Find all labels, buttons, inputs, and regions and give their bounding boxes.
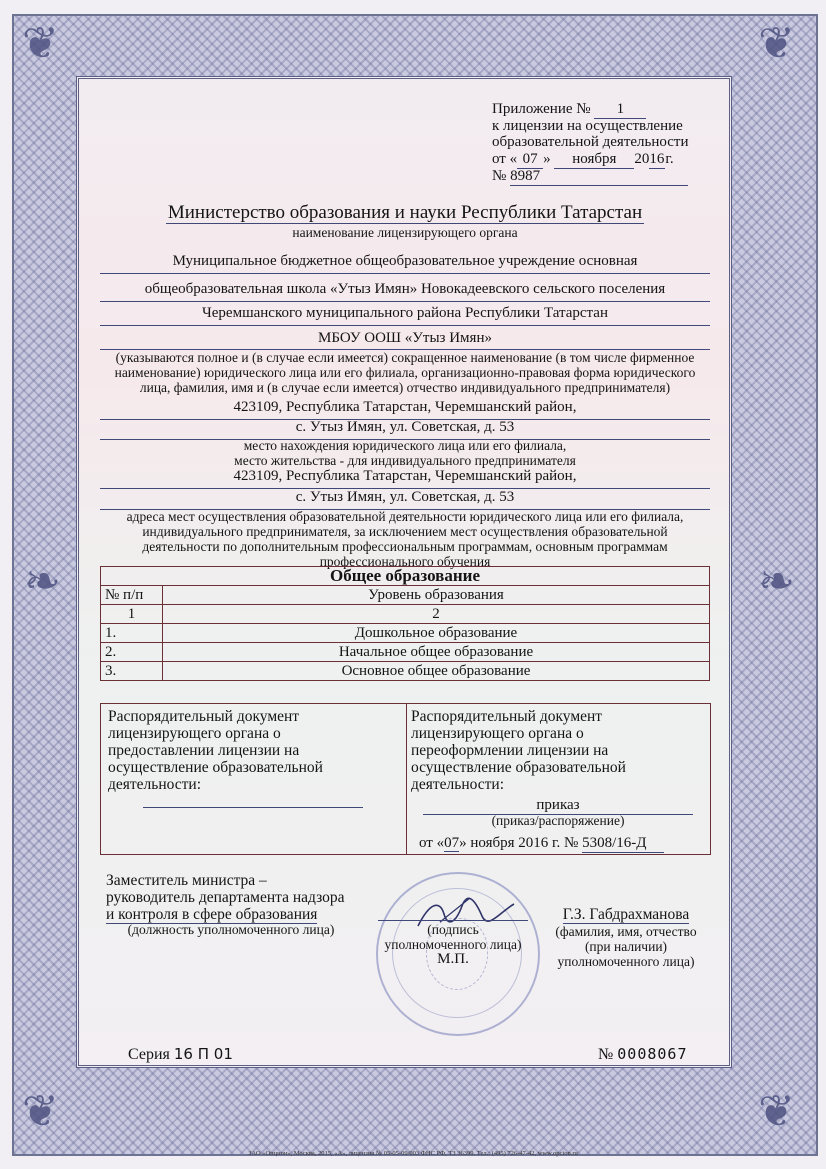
corner-ornament-icon: ❦ bbox=[758, 19, 795, 68]
grant-document-box: Распорядительный документ лицензирующего органа о предоставлении лицензии на осуществление образовательной деятельности: bbox=[100, 703, 407, 855]
organization-line3: Черемшанского муниципального района Республики Татарстан bbox=[100, 304, 710, 326]
row-num: 2. bbox=[101, 643, 163, 662]
appendix-prefix: Приложение № bbox=[492, 101, 591, 117]
series-value: 16 П 01 bbox=[173, 1045, 233, 1063]
signer-position: Заместитель министра – руководитель департамента надзора и контроля в сфере образования bbox=[106, 872, 345, 923]
document-type-caption: (приказ/распоряжение) bbox=[491, 813, 625, 828]
signature-underline bbox=[378, 920, 528, 921]
seal-label: М.П. bbox=[437, 951, 469, 967]
authority-caption: наименование лицензирующего органа bbox=[292, 225, 518, 240]
year-prefix: 20 bbox=[634, 151, 650, 167]
appendix-month: ноября bbox=[554, 150, 634, 169]
table-row bbox=[101, 662, 710, 681]
appendix-day: 07 bbox=[517, 150, 543, 169]
row-level: Основное общее образование bbox=[163, 662, 710, 681]
row-num: 3. bbox=[101, 662, 163, 681]
table-index-row bbox=[101, 605, 710, 624]
corner-ornament-icon: ❦ bbox=[22, 19, 59, 68]
col-num-header: № п/п bbox=[101, 586, 163, 605]
authority-name: Министерство образования и науки Республики Татарстан bbox=[167, 202, 643, 223]
date-from-label: от « bbox=[492, 151, 518, 167]
corner-ornament-icon: ❦ bbox=[22, 1087, 59, 1136]
row-level: Дошкольное образование bbox=[163, 624, 710, 643]
date-mid-label: » bbox=[543, 151, 551, 167]
organization-line1: Муниципальное бюджетное общеобразовательное учреждение основная bbox=[100, 252, 710, 274]
blank-number bbox=[598, 1045, 687, 1064]
table-row bbox=[101, 643, 710, 662]
organization-caption: (указываются полное и (в случае если имеется) сокращенное наименование (в том числе фирменное наименование) юридического лица или его филиала, организационно-правовая форма юридического лица, фамилия, имя и (в случае если имеется) отчество индивидуального предпринимателя) bbox=[114, 350, 696, 395]
table-title: Общее образование bbox=[101, 567, 710, 586]
signature-caption: (подпись уполномоченного лица) bbox=[384, 922, 522, 952]
organization-line2: общеобразовательная школа «Утыз Имян» Новокадеевского сельского поселения bbox=[100, 280, 710, 302]
series-label: Серия bbox=[128, 1046, 170, 1063]
document-number: 5308/16-Д bbox=[582, 834, 664, 853]
index-num: 1 bbox=[101, 605, 163, 624]
reissue-document-box: Распорядительный документ лицензирующего органа о переоформлении лицензии на осуществление образовательной деятельности: приказ (приказ/распоряжение) от «07» ноября 2016 г. № 5308/16-Д bbox=[405, 703, 711, 855]
document-type: приказ bbox=[423, 796, 693, 815]
side-ornament-icon: ❧ bbox=[24, 557, 61, 606]
row-level: Начальное общее образование bbox=[163, 643, 710, 662]
location-line1: 423109, Республика Татарстан, Черемшанский район, bbox=[100, 398, 710, 420]
table-row bbox=[101, 624, 710, 643]
blank-series bbox=[128, 1045, 233, 1064]
row-num: 1. bbox=[101, 624, 163, 643]
table-title-row bbox=[101, 567, 710, 586]
appendix-line3: образовательной деятельности bbox=[492, 134, 689, 150]
position-caption: (должность уполномоченного лица) bbox=[127, 922, 335, 937]
table-header-row bbox=[101, 586, 710, 605]
education-table bbox=[100, 566, 710, 681]
index-level: 2 bbox=[163, 605, 710, 624]
activity-address-line1: 423109, Республика Татарстан, Черемшанский район, bbox=[100, 467, 710, 489]
activity-address-line2: с. Утыз Имян, ул. Советская, д. 53 bbox=[100, 488, 710, 510]
number-value: 0008067 bbox=[617, 1045, 688, 1063]
document-date-number: от «07» ноября 2016 г. № 5308/16-Д bbox=[419, 834, 664, 853]
license-no-label: № bbox=[492, 168, 507, 184]
year-g: г. bbox=[665, 151, 674, 167]
document-day: 07 bbox=[444, 835, 460, 851]
side-ornament-icon: ❧ bbox=[758, 557, 795, 606]
corner-ornament-icon: ❦ bbox=[758, 1087, 795, 1136]
grant-document-blank-line bbox=[143, 807, 363, 808]
organization-short-name: МБОУ ООШ «Утыз Имян» bbox=[100, 329, 710, 350]
activity-address-caption: адреса мест осуществления образовательной деятельности юридического лица или его филиала, индивидуального предпринимателя, за исключением мест осуществления образовательной деятельности по дополнительным профессиональным программам, основным программам профессионального обучения bbox=[126, 509, 684, 569]
signer-name: Г.З. Габдрахманова bbox=[562, 906, 690, 923]
license-number: 8987 bbox=[510, 167, 688, 186]
appendix-line2: к лицензии на осуществление bbox=[492, 118, 683, 134]
col-level-header: Уровень образования bbox=[163, 586, 710, 605]
location-caption: место нахождения юридического лица или его филиала, место жительства - для индивидуального предпринимателя bbox=[234, 438, 576, 468]
year-suffix: 16 bbox=[649, 151, 665, 167]
appendix-number: 1 bbox=[594, 100, 646, 119]
signer-name-caption: (фамилия, имя, отчество (при наличии) уполномоченного лица) bbox=[555, 924, 697, 969]
printer-footer: ЗАО «Опцион», Москва, 2015, «А», лицензия № 05-05-09/003 ФНС РФ, ТЗ 36399. Тел.: (495) 726-47-42, www.opcion.ru bbox=[248, 1150, 578, 1157]
number-label: № bbox=[598, 1046, 614, 1063]
location-line2: с. Утыз Имян, ул. Советская, д. 53 bbox=[100, 418, 710, 440]
